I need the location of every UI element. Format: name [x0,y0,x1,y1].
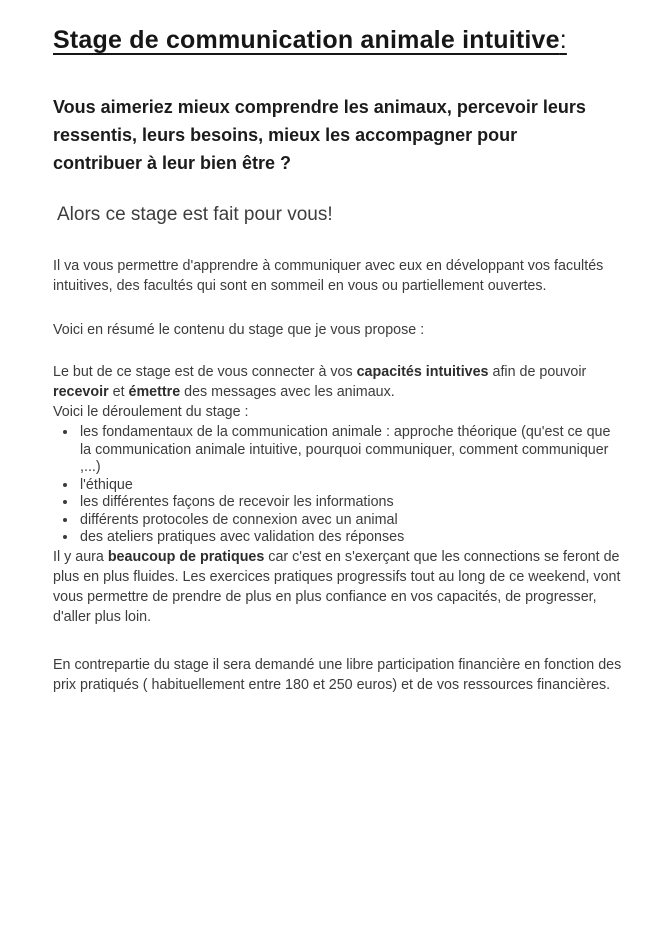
page-title-colon: : [559,26,567,54]
text-segment: Le but de ce stage est de vous connecter à vos [53,364,357,380]
summary-intro-paragraph: Voici en résumé le contenu du stage que je vous propose : [53,322,425,338]
tagline: Alors ce stage est fait pour vous! [57,204,333,225]
payment-paragraph: En contrepartie du stage il sera demandé une libre participation financière en fonction des prix pratiqués ( habituellement entre 180 et 250 euros) et de vos ressources financières. [53,656,622,693]
program-list-item: • différents protocoles de connexion avec un animal [78,512,622,530]
program-list [53,424,622,547]
intro-paragraph: Il va vous permettre d'apprendre à communiquer avec eux en développant vos facultés intuitives, des facultés qui sont en sommeil en vous ou partiellement ouvertes. [53,258,604,294]
page-title [53,26,622,55]
bold-text: beaucoup de pratiques [107,548,265,565]
bold-text: recevoir [53,384,109,400]
practice-paragraph [53,547,622,627]
text-segment: Il y aura [53,548,108,565]
program-list-item: • des ateliers pratiques avec validation des réponses [78,529,622,547]
goal-paragraph [53,362,622,402]
page-title-text: Stage de communication animale intuitive [53,26,560,54]
program-list-item: • l'éthique [78,477,622,495]
text-segment: et [108,384,129,400]
stage-details-block [53,362,622,627]
text-segment: des messages avec les animaux. [180,384,395,400]
program-list-item: • les fondamentaux de la communication animale : approche théorique (qu'est ce que la communication animale intuitive, pourquoi communiquer, comment communiquer ,...) [78,424,622,477]
bold-text: émettre [128,384,181,400]
lead-paragraph: Vous aimeriez mieux comprendre les animaux, percevoir leurs ressentis, leurs besoins, mieux les accompagner pour contribuer à leur bien être ? [53,97,586,173]
program-list-item: • les différentes façons de recevoir les informations [78,494,622,512]
schedule-intro: Voici le déroulement du stage : [53,404,249,420]
text-segment: car c'est en s'exerçant que les connections se feront de plus en plus fluides. Les exercices pratiques progressifs tout au long de ce weekend, vont vous permettre de prendre de plus en plus confiance en vos capacités, de progresser, d'aller plus loin. [53,548,621,625]
text-segment: afin de pouvoir [488,364,587,380]
bold-text: capacités intuitives [356,364,489,380]
